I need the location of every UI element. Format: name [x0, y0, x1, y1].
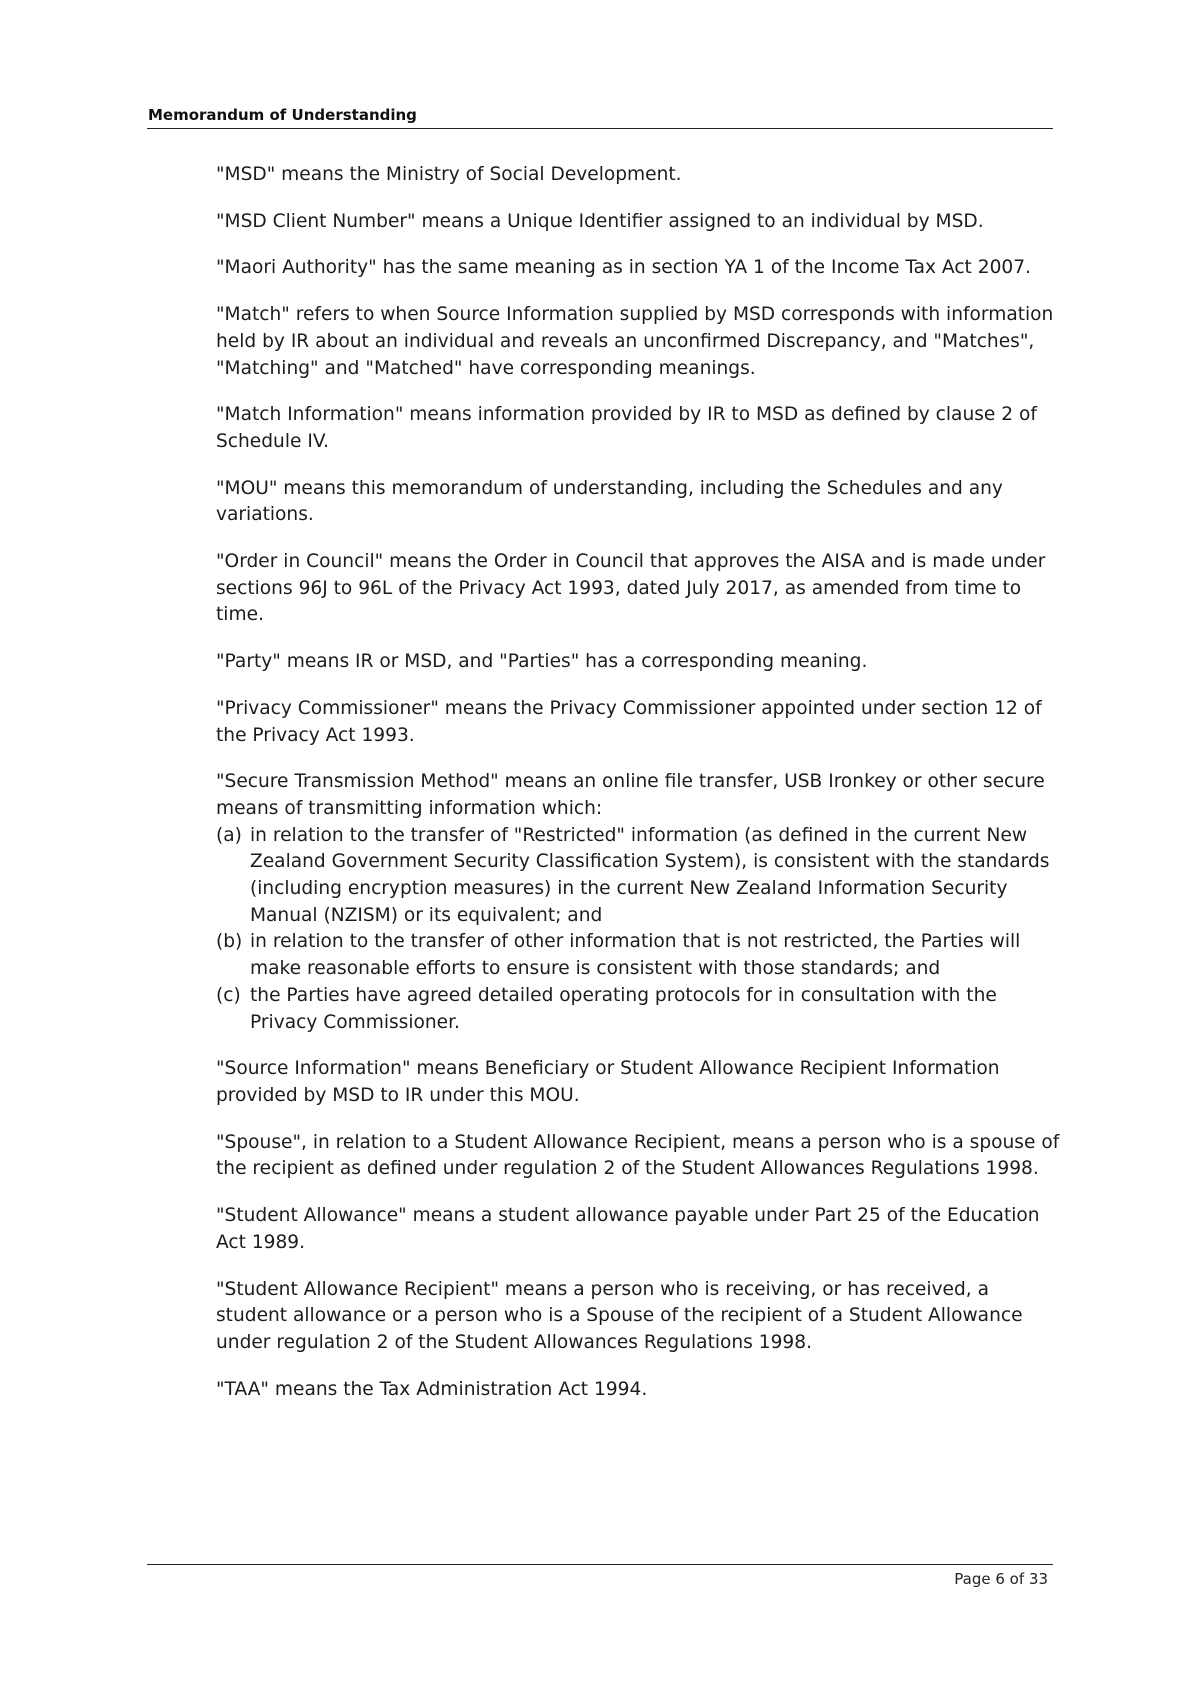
document-header-title: Memorandum of Understanding [148, 106, 417, 124]
definition-match-information [216, 402, 1062, 455]
definition-msd [216, 162, 1062, 189]
header-divider [147, 128, 1053, 129]
definition-match [216, 302, 1062, 382]
definition-text: "Student Allowance Recipient" means a person who is receiving, or has received, a student allowance or a person who is a Spouse of the recipient of a Student Allowance under regulation 2 of the Student Allowances Regulations 1998. [216, 1278, 1023, 1353]
definition-privacy-commissioner [216, 696, 1062, 749]
definition-msd-client-number [216, 209, 1062, 236]
definition-text: "Match Information" means information provided by IR to MSD as defined by clause 2 of Schedule IV. [216, 404, 1037, 452]
definition-text: "Student Allowance" means a student allowance payable under Part 25 of the Education Act 1989. [216, 1205, 1040, 1253]
definition-text: "Privacy Commissioner" means the Privacy Commissioner appointed under section 12 of the Privacy Act 1993. [216, 697, 1042, 746]
page-number: Page 6 of 33 [954, 1570, 1048, 1588]
definition-party [216, 649, 1062, 676]
definition-student-allowance [216, 1203, 1062, 1256]
definition-student-allowance-recipient [216, 1277, 1062, 1357]
definition-secure-transmission-method [216, 769, 1062, 1036]
definition-text: "MOU" means this memorandum of understanding, including the Schedules and any variations. [216, 477, 1003, 526]
definition-text: "Maori Authority" has the same meaning as in section YA 1 of the Income Tax Act 2007. [216, 257, 1031, 279]
footer-divider [147, 1564, 1053, 1565]
definition-text: "Source Information" means Beneficiary or Student Allowance Recipient Information provided by MSD to IR under this MOU. [216, 1058, 1000, 1106]
list-item-text: in relation to the transfer of other information that is not restricted, the Parties will make reasonable efforts to ensure is consistent with those standards; and [250, 931, 1021, 980]
list-item-text: the Parties have agreed detailed operating protocols for in consultation with the Privacy Commissioner. [250, 984, 997, 1033]
definitions-list [216, 162, 1062, 1423]
definition-text: "Order in Council" means the Order in Council that approves the AISA and is made under sections 96J to 96L of the Privacy Act 1993, dated July 2017, as amended from time to time. [216, 551, 1046, 626]
definition-mou [216, 476, 1062, 529]
definition-order-in-council [216, 549, 1062, 629]
definition-spouse [216, 1130, 1062, 1183]
list-item [216, 983, 1062, 1036]
definition-text: "MSD Client Number" means a Unique Identifier assigned to an individual by MSD. [216, 210, 984, 232]
list-item [216, 823, 1062, 930]
definition-text: "Match" refers to when Source Information supplied by MSD corresponds with information held by IR about an individual and reveals an unconfirmed Discrepancy, and "Matches", "Matching" and "Matched" have corresponding meanings. [216, 304, 1054, 379]
definition-maori-authority [216, 255, 1062, 282]
list-item-marker: (a) [216, 824, 242, 846]
definition-source-information [216, 1056, 1062, 1109]
definition-text: "Secure Transmission Method" means an online file transfer, USB Ironkey or other secure means of transmitting information which: [216, 771, 1045, 819]
definition-text: "Party" means IR or MSD, and "Parties" has a corresponding meaning. [216, 651, 868, 673]
list-item-marker: (c) [216, 984, 241, 1006]
definition-taa [216, 1377, 1062, 1404]
definition-text: "MSD" means the Ministry of Social Development. [216, 164, 682, 185]
list-item [216, 929, 1062, 982]
definition-text: "Spouse", in relation to a Student Allowance Recipient, means a person who is a spouse of the recipient as defined under regulation 2 of the Student Allowances Regulations 1998. [216, 1131, 1060, 1180]
definition-text: "TAA" means the Tax Administration Act 1994. [216, 1378, 648, 1400]
definition-sub-items [216, 823, 1062, 1037]
list-item-text: in relation to the transfer of "Restricted" information (as defined in the current New Zealand Government Security Classification System), is consistent with the standards (including encryption measures) in the current New Zealand Information Security Manual (NZISM) or its equivalent; and [250, 824, 1050, 926]
list-item-marker: (b) [216, 931, 243, 953]
